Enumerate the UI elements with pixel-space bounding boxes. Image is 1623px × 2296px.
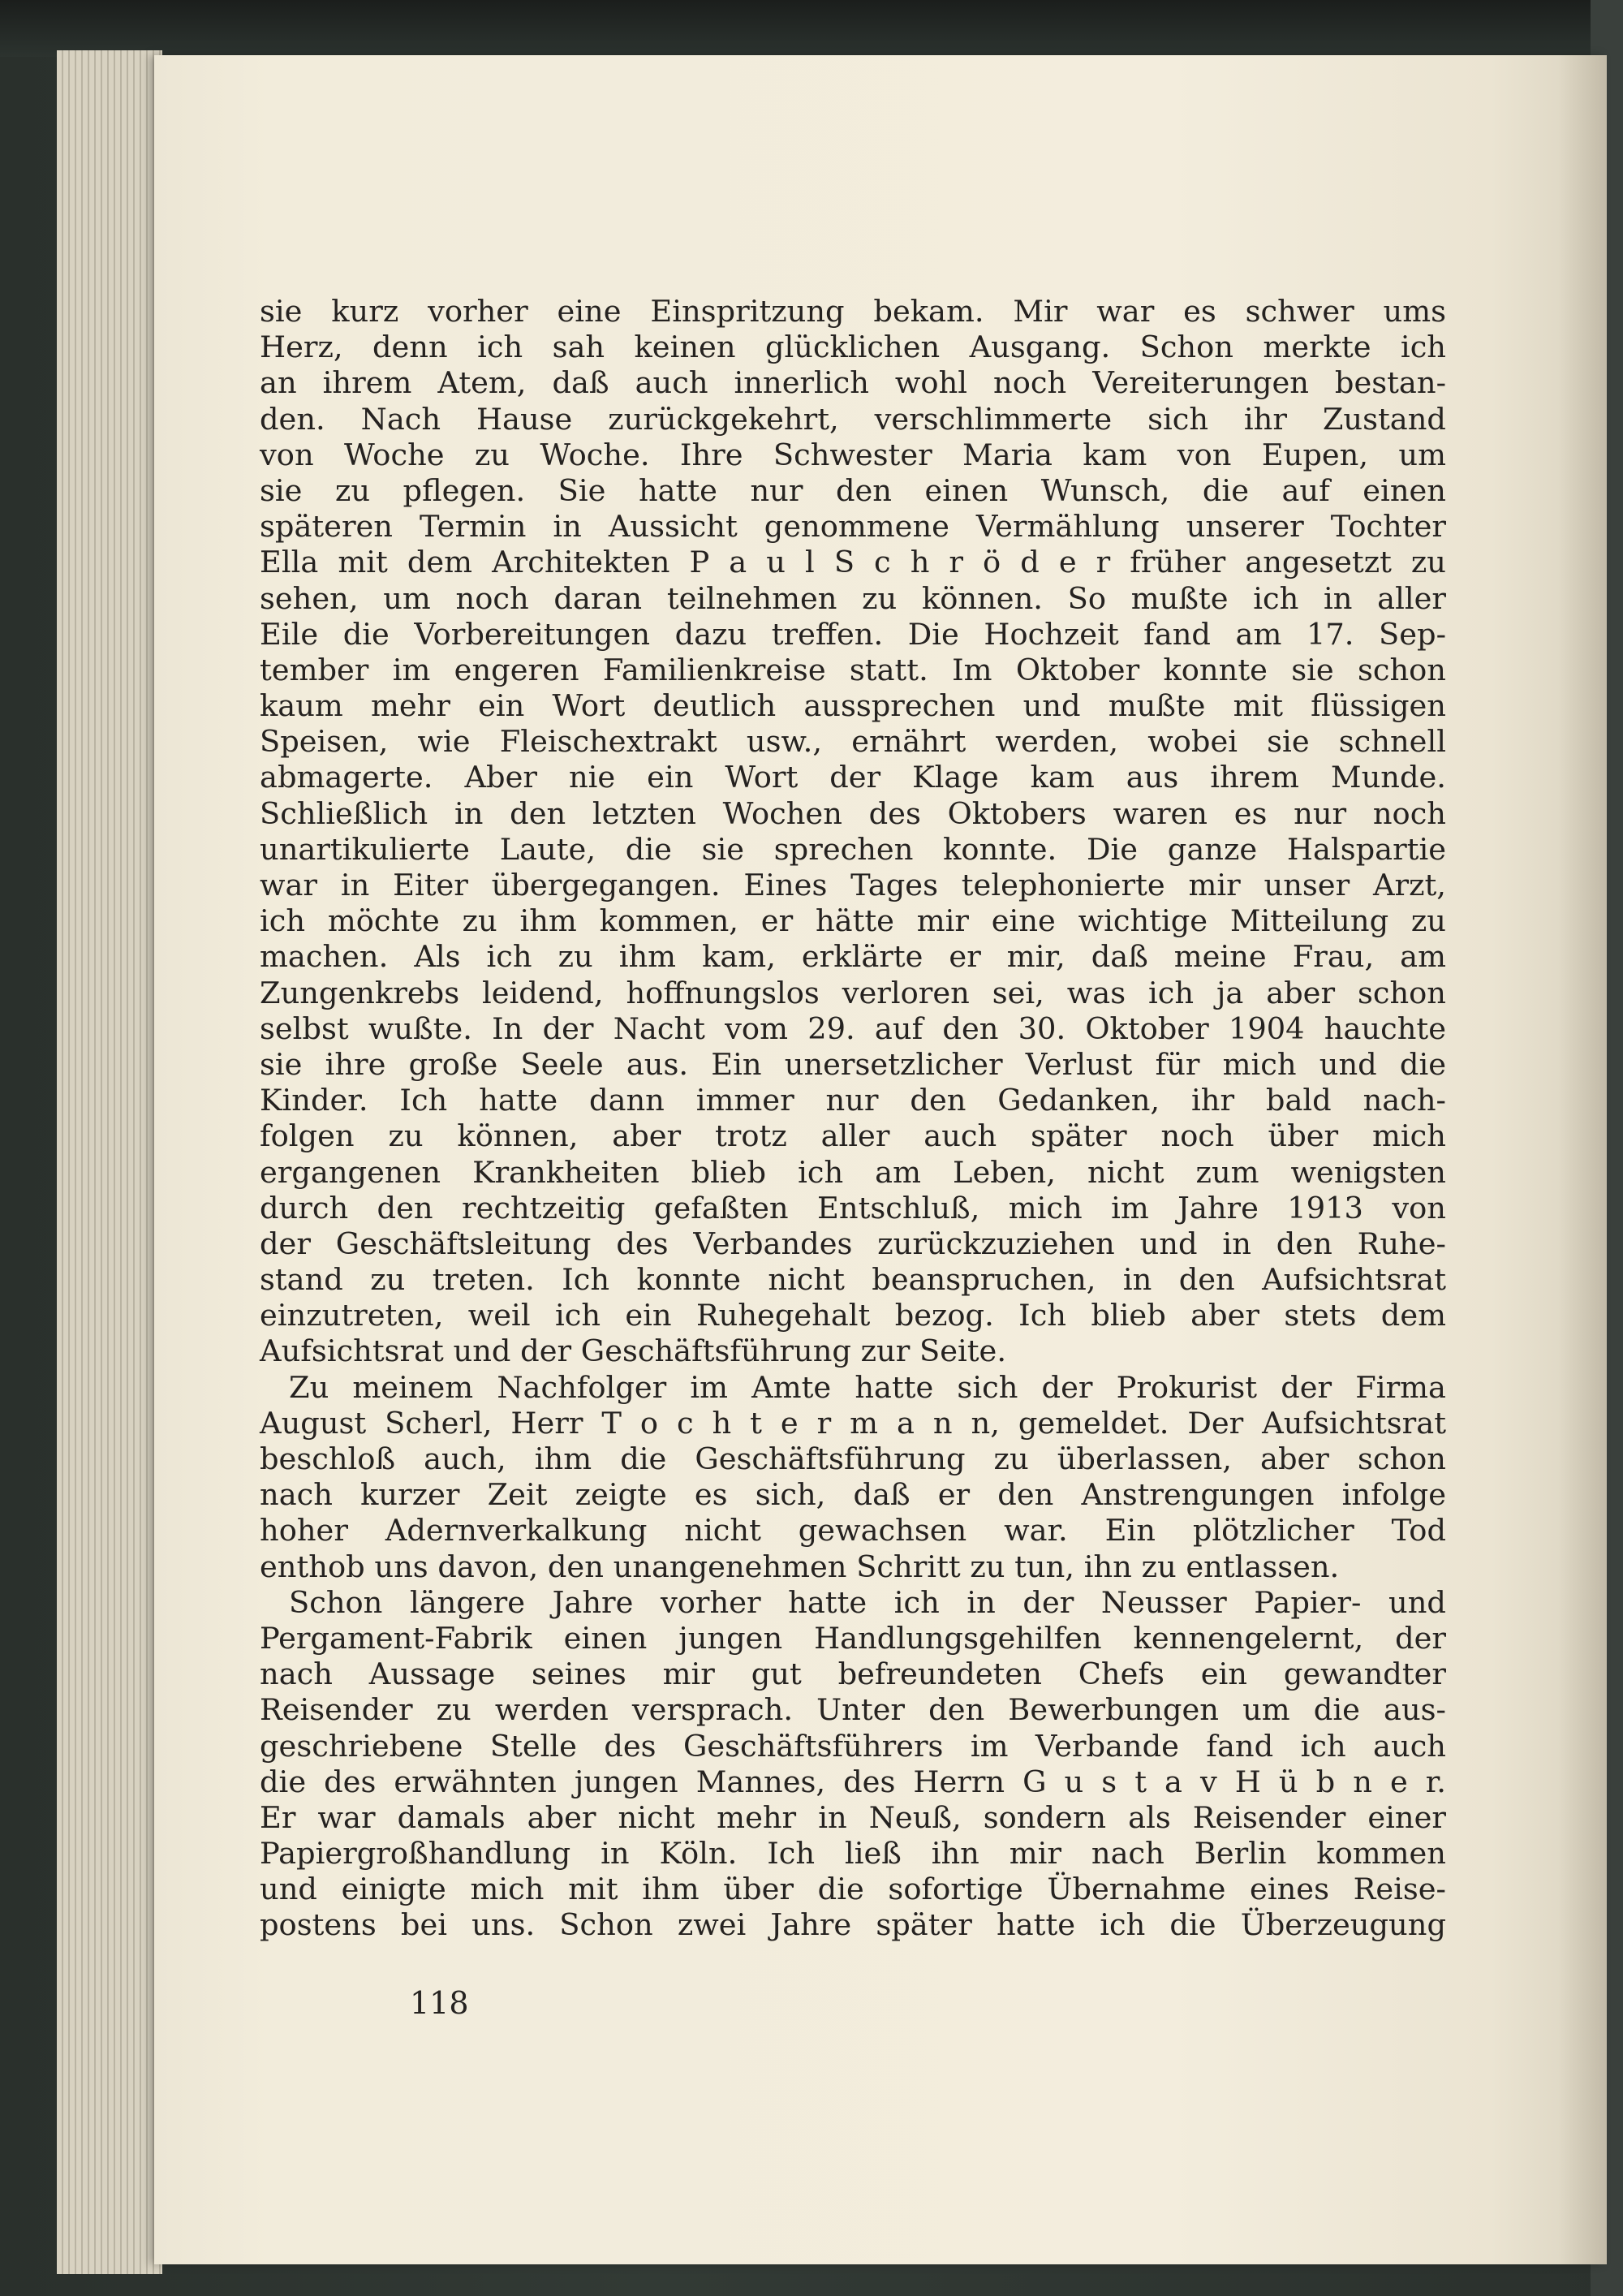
text-line: Aufsichtsrat und der Geschäftsführung zur Seite. [260, 1333, 1007, 1369]
text-line: sie ihre große Seele aus. Ein unersetzlicher Verlust für mich und die [260, 1046, 1446, 1082]
text-line: und einigte mich mit ihm über die sofortige Übernahme eines Reise- [260, 1872, 1446, 1907]
text-line: war in Eiter übergegangen. Eines Tages telephonierte mir unser Arzt, [260, 868, 1446, 902]
text-line: Schließlich in den letzten Wochen des Oktobers waren es nur noch [260, 795, 1446, 831]
text-line: späteren Termin in Aussicht genommene Vermählung unserer Tochter [260, 509, 1446, 545]
text-line: sie kurz vorher eine Einspritzung bekam. Mir war es schwer ums [260, 294, 1446, 329]
text-line: nach Aussage seines mir gut befreundeten Chefs ein gewandter [260, 1656, 1446, 1692]
text-line: von Woche zu Woche. Ihre Schwester Maria kam von Eupen, um [260, 437, 1446, 472]
text-line: abmagerte. Aber nie ein Wort der Klage kam aus ihrem Munde. [260, 760, 1446, 795]
text-line: ergangenen Krankheiten blieb ich am Leben, nicht zum wenigsten [260, 1154, 1446, 1190]
text-line: machen. Als ich zu ihm kam, erklärte er mir, daß meine Frau, am [260, 939, 1446, 975]
text-line: hoher Adernverkalkung nicht gewachsen war. Ein plötzlicher Tod [260, 1513, 1446, 1549]
book-cover-edge-top [0, 0, 1623, 57]
text-line: der Geschäftsleitung des Verbandes zurückzuziehen und in den Ruhe- [260, 1226, 1446, 1261]
paragraph [260, 1585, 1446, 1944]
text-line: geschriebene Stelle des Geschäftsführers im Verbande fand ich auch [260, 1728, 1446, 1764]
text-line: postens bei uns. Schon zwei Jahre später hatte ich die Überzeugung [260, 1907, 1446, 1943]
text-line: Er war damals aber nicht mehr in Neuß, sondern als Reisender einer [260, 1799, 1446, 1835]
text-line: Pergament-Fabrik einen jungen Handlungsgehilfen kennengelernt, der [260, 1620, 1446, 1656]
text-line: stand zu treten. Ich konnte nicht beanspruchen, in den Aufsichtsrat [260, 1262, 1446, 1298]
text-line: den. Nach Hause zurückgekehrt, verschlimmerte sich ihr Zustand [260, 401, 1446, 437]
paragraph [260, 1370, 1446, 1585]
text-line: sie zu pflegen. Sie hatte nur den einen Wunsch, die auf einen [260, 472, 1446, 508]
text-line: kaum mehr ein Wort deutlich aussprechen und mußte mit flüssigen [260, 688, 1446, 724]
text-line: an ihrem Atem, daß auch innerlich wohl noch Vereiterungen bestan- [260, 365, 1446, 401]
text-line: Ella mit dem Architekten P a u l S c h r ö d e r früher angesetzt zu [260, 545, 1446, 580]
text-line: August Scherl, Herr T o c h t e r m a n n, gemeldet. Der Aufsichtsrat [260, 1405, 1446, 1441]
text-line: Kinder. Ich hatte dann immer nur den Gedanken, ihr bald nach- [260, 1083, 1446, 1118]
text-line: enthob uns davon, den unangenehmen Schritt zu tun, ihn zu entlassen. [260, 1549, 1340, 1584]
text-line: selbst wußte. In der Nacht vom 29. auf den 30. Oktober 1904 hauchte [260, 1010, 1446, 1046]
text-line: sehen, um noch daran teilnehmen zu können. So mußte ich in aller [260, 580, 1446, 616]
text-line: Zungenkrebs leidend, hoffnungslos verloren sei, was ich ja aber schon [260, 975, 1446, 1010]
paragraph [260, 294, 1446, 1370]
text-line: durch den rechtzeitig gefaßten Entschluß, mich im Jahre 1913 von [260, 1190, 1446, 1226]
text-line: Reisender zu werden versprach. Unter den Bewerbungen um die aus- [260, 1692, 1446, 1728]
text-line: Papiergroßhandlung in Köln. Ich ließ ihn mir nach Berlin kommen [260, 1836, 1446, 1872]
text-line: ich möchte zu ihm kommen, er hätte mir eine wichtige Mitteilung zu [260, 903, 1446, 939]
text-line: Speisen, wie Fleischextrakt usw., ernährt werden, wobei sie schnell [260, 724, 1446, 760]
text-line: folgen zu können, aber trotz aller auch später noch über mich [260, 1118, 1446, 1154]
text-line: Schon längere Jahre vorher hatte ich in der Neusser Papier- und [289, 1584, 1446, 1620]
text-line: Zu meinem Nachfolger im Amte hatte sich der Prokurist der Firma [289, 1369, 1446, 1405]
text-line: Eile die Vorbereitungen dazu treffen. Die Hochzeit fand am 17. Sep- [260, 616, 1446, 652]
text-line: Herz, denn ich sah keinen glücklichen Ausgang. Schon merkte ich [260, 330, 1446, 365]
page-number: 118 [410, 1985, 469, 2021]
text-line: nach kurzer Zeit zeigte es sich, daß er den Anstrengungen infolge [260, 1477, 1446, 1513]
text-line: tember im engeren Familienkreise statt. Im Oktober konnte sie schon [260, 652, 1446, 687]
text-line: unartikulierte Laute, die sie sprechen konnte. Die ganze Halspartie [260, 831, 1446, 867]
text-line: die des erwähnten jungen Mannes, des Herrn G u s t a v H ü b n e r. [260, 1764, 1446, 1799]
text-line: einzutreten, weil ich ein Ruhegehalt bezog. Ich blieb aber stets dem [260, 1298, 1446, 1333]
body-text [260, 294, 1446, 1944]
text-line: beschloß auch, ihm die Geschäftsführung zu überlassen, aber schon [260, 1441, 1446, 1476]
page-edges [57, 50, 162, 2274]
page-gutter-shadow [1558, 55, 1607, 2264]
